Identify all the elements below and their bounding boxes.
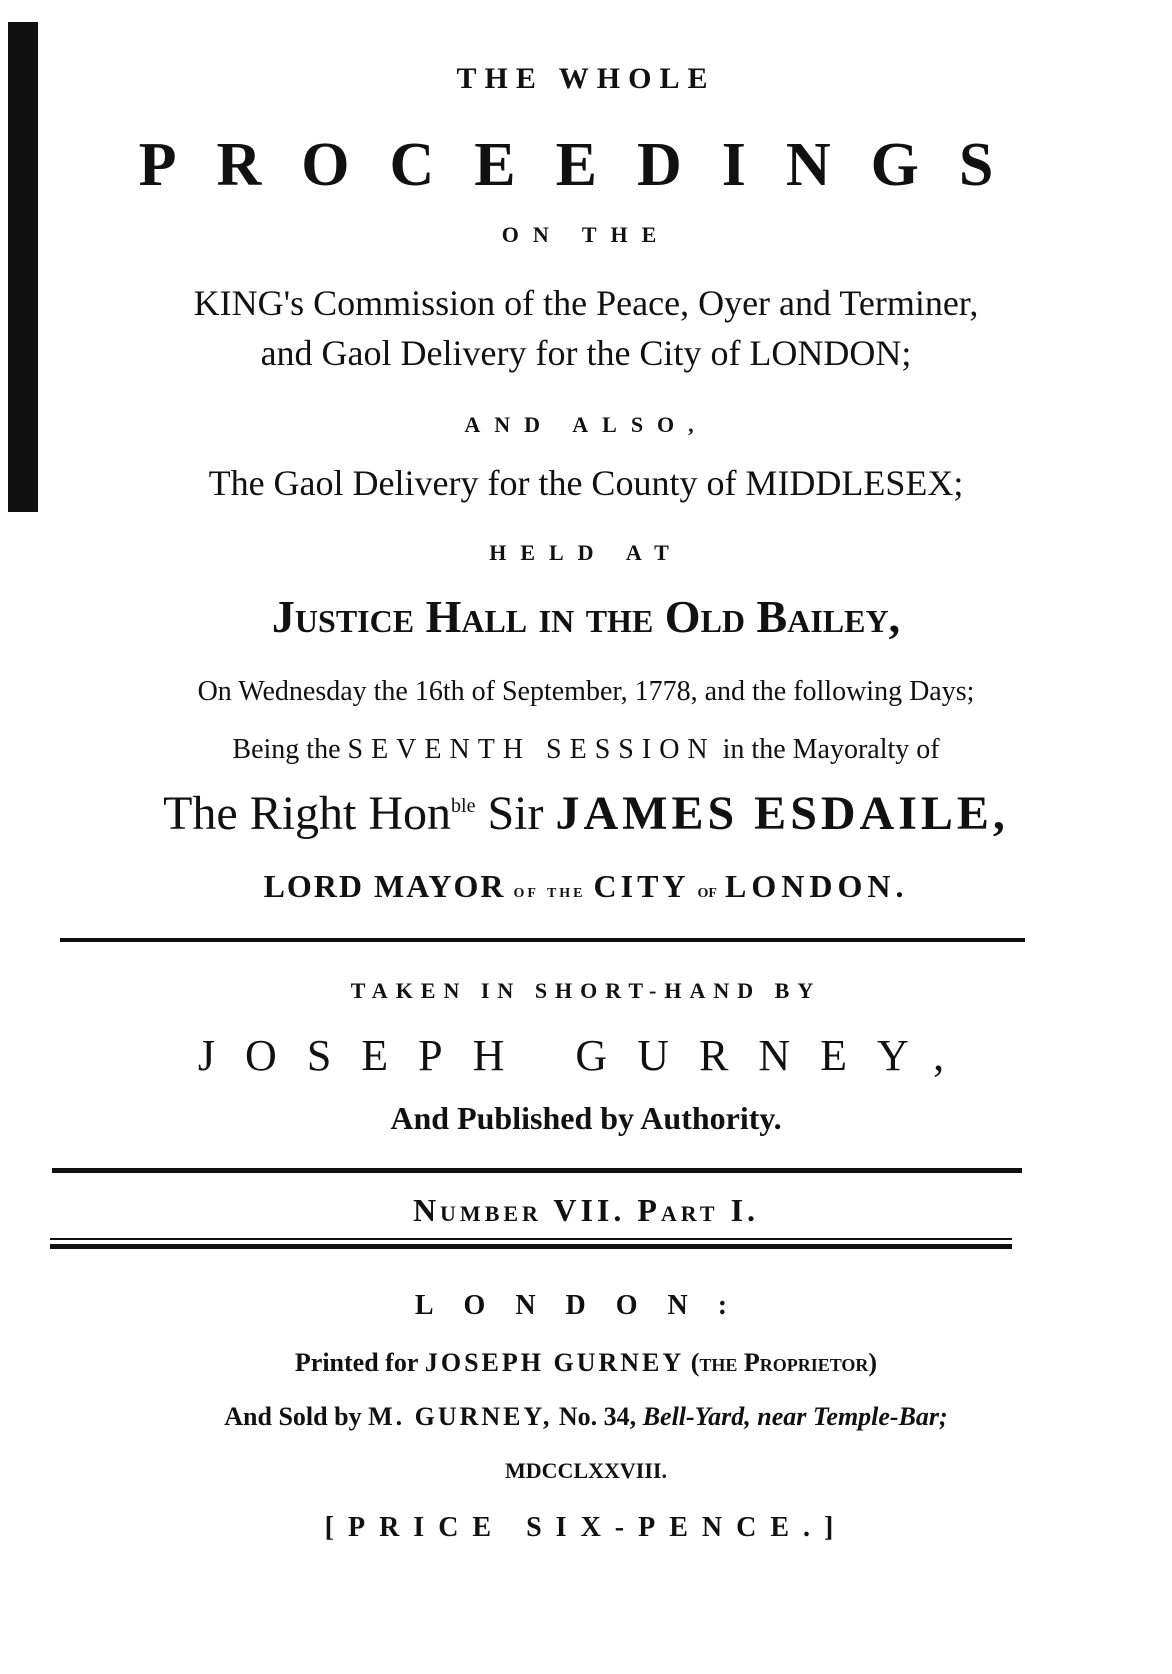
lord-mayor-b: of the [513,880,586,902]
roman-date-line: MDCCLXXVIII. [505,1458,667,1483]
mayor-name: JAMES ESDAILE, [555,787,1009,840]
heading-proceedings: PROCEEDINGS [138,131,1034,199]
seventh-suffix: in the Mayoralty of [722,734,940,765]
gaol-delivery-city-line: and Gaol Delivery for the City of LONDON; [260,333,912,373]
printed-for-b: JOSEPH GURNEY [424,1348,685,1377]
price-line: [PRICE SIX-PENCE.] [324,1512,848,1543]
mayor-sir: Sir [487,787,544,840]
printed-for-line [0,1348,1172,1378]
divider-rule-thin [50,1238,1012,1240]
printed-for-a: Printed for [294,1348,419,1377]
divider-rule [60,938,1025,942]
seventh-session-line [0,734,1172,766]
taken-in-shorthand-line: TAKEN IN SHORT-HAND BY [350,978,822,1003]
imprint-city-line: LONDON: [414,1290,758,1321]
printed-for-c: (the Proprietor) [690,1348,878,1377]
sold-by-a: And Sold by [224,1402,362,1431]
lord-mayor-c: CITY [593,868,690,904]
held-at-line: HELD AT [489,540,683,565]
session-date-line: On Wednesday the 16th of September, 1778, and the following Days; [197,676,975,707]
number-part-line: Number VII. Part I. [412,1192,760,1228]
reporter-name-line: JOSEPH GURNEY, [197,1031,975,1080]
published-by-authority-line: And Published by Authority. [390,1100,782,1136]
lord-mayor-name-line [0,786,1172,841]
gaol-delivery-county-line: The Gaol Delivery for the County of MIDDLESEX; [208,463,964,503]
and-also-line: AND ALSO, [464,412,708,437]
divider-rule-thick [50,1244,1012,1249]
lord-mayor-a: LORD MAYOR [263,868,506,904]
mayor-prefix: The Right Hon [163,787,452,840]
lord-mayor-e: LONDON. [724,868,909,904]
mayor-superscript: ble [451,795,476,817]
heading-on-the: ON THE [501,222,671,247]
sold-by-line [0,1402,1172,1432]
seventh-session-emphasis: SEVENTH SESSION [347,734,716,765]
sold-by-b: M. GURNEY, [368,1402,553,1431]
justice-hall-line: Justice Hall in the Old Bailey, [271,591,901,642]
seventh-prefix: Being the [232,734,341,765]
kings-commission-line: KING's Commission of the Peace, Oyer and Terminer, [193,283,979,323]
divider-rule [52,1168,1022,1173]
sold-by-d: Bell-Yard, near Temple-Bar; [642,1402,948,1431]
heading-the-whole: THE WHOLE [456,62,716,95]
sold-by-c: No. 34, [558,1402,637,1431]
lord-mayor-d: of [697,880,717,902]
lord-mayor-title-line [0,868,1172,905]
